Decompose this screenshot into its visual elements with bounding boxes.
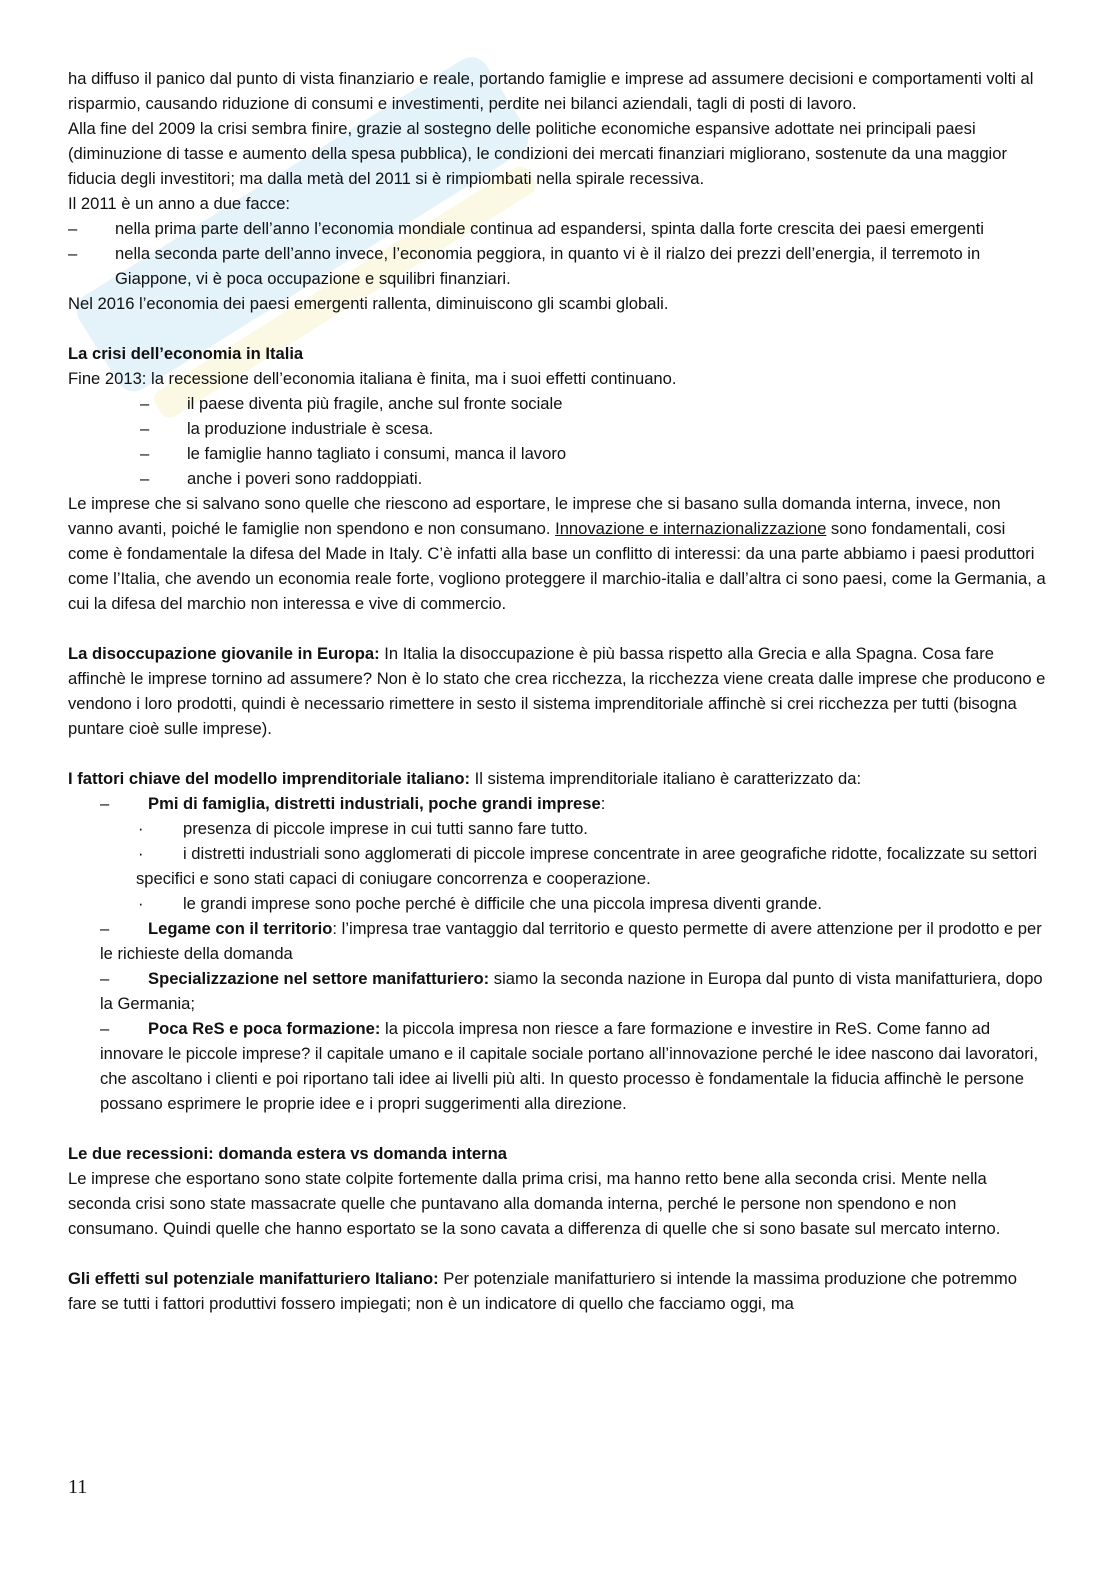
section-heading-potential: Gli effetti sul potenziale manifatturiero Italiano: <box>68 1269 439 1288</box>
list-item <box>68 241 1048 291</box>
paragraph-intro-3: Il 2011 è un anno a due facce: <box>68 194 291 213</box>
dash-marker: – <box>68 219 78 238</box>
list-item <box>68 216 1048 241</box>
paragraph-italy-body: Le imprese che si salvano sono quelle che riescono ad esportare, le imprese che si basano sulla domanda interna, invece, non vanno avanti, poiché le famiglie non spendono e non consumano. Innovazione e internazionalizzazione sono fondamentali, cosi come è fondamentale la difesa del Made in Italy. C’è infatti alla base un conflitto di interessi: da una parte abbiamo i paesi produttori come l’Italia, che avendo un economia reale forte, vogliono proteggere il marchio-italia e dall’altra ci sono paesi, come la Germania, a cui la difesa del marchio non interessa e vive di commercio. <box>68 494 1046 613</box>
section-heading-italy: La crisi dell’economia in Italia <box>68 344 304 363</box>
paragraph-recessions: Le imprese che esportano sono state colpite fortemente dalla prima crisi, ma hanno retto bene alla seconda crisi. Mente nella seconda crisi sono state massacrate quelle che puntavano alla domanda interna, perché le persone non spendono e non consumano. Quindi quelle che hanno esportato se la sono cavata a differenza di quelle che si sono basate sul mercato interno. <box>68 1169 1001 1238</box>
dash-marker: – <box>100 1019 110 1038</box>
list-item-text: la produzione industriale è scesa. <box>187 419 434 438</box>
paragraph-intro-1: ha diffuso il panico dal punto di vista finanziario e reale, portando famiglie e imprese ad assumere decisioni e comportamenti volti al risparmio, causando riduzione di consumi e investimenti, perdite nei bilanci aziendali, tagli di posti di lavoro. <box>68 69 1034 113</box>
list-item: – Legame con il territorio: l’impresa trae vantaggio dal territorio e questo permette di avere attenzione per il prodotto e per le richieste della domanda <box>100 916 1048 966</box>
list-item: – Pmi di famiglia, distretti industriali, poche grandi imprese: <box>100 791 1048 816</box>
factors-list-continued <box>100 916 1048 1116</box>
list-item: – Poca ReS e poca formazione: la piccola impresa non riesce a fare formazione e investire in ReS. Come fanno ad innovare le piccole imprese? il capitale umano e il capitale sociale portano all’innovazione perché le idee nascono dai lavoratori, che ascoltano i clienti e poi riportano tali idee ai livelli più alti. In questo processo è fondamentale la fiducia affinchè le persone possano esprimere le proprie idee e i propri suggerimenti alla direzione. <box>100 1016 1048 1116</box>
bullet-marker: · <box>138 819 144 838</box>
paragraph-potential: Gli effetti sul potenziale manifatturiero Italiano: Per potenziale manifatturiero si intende la massima produzione che potremmo fare se tutti i fattori produttivi fossero impiegati; non è un indicatore di quello che facciamo oggi, ma <box>68 1269 1017 1313</box>
list-item-text: le famiglie hanno tagliato i consumi, manca il lavoro <box>187 444 567 463</box>
sub-list-item: · le grandi imprese sono poche perché è difficile che una piccola impresa diventi grande. <box>136 891 1048 916</box>
dash-marker: – <box>140 444 150 463</box>
dash-marker: – <box>68 244 78 263</box>
section-heading-recessions: Le due recessioni: domanda estera vs domanda interna <box>68 1144 507 1163</box>
paragraph-2016: Nel 2016 l’economia dei paesi emergenti rallenta, diminuiscono gli scambi globali. <box>68 294 669 313</box>
italy-list <box>140 391 1048 491</box>
list-item <box>140 391 1048 416</box>
list-item <box>140 466 1048 491</box>
dash-marker: – <box>100 969 110 988</box>
list-item-text: anche i poveri sono raddoppiati. <box>187 469 423 488</box>
factors-list <box>100 791 1048 816</box>
bullet-marker: · <box>138 844 144 863</box>
list-item-text: il paese diventa più fragile, anche sul fronte sociale <box>187 394 563 413</box>
dash-marker: – <box>140 419 150 438</box>
bullet-marker: · <box>138 894 144 913</box>
dash-marker: – <box>140 469 150 488</box>
list-item-text: nella prima parte dell’anno l’economia mondiale continua ad espandersi, spinta dalla forte crescita dei paesi emergenti <box>115 219 984 238</box>
dash-marker: – <box>140 394 150 413</box>
paragraph-intro-2: Alla fine del 2009 la crisi sembra finire, grazie al sostegno delle politiche economiche espansive adottate nei principali paesi (diminuzione di tasse e aumento della spesa pubblica), le condizioni dei mercati finanziari migliorano, sostenute da una maggior fiducia degli investitori; ma dalla metà del 2011 si è rimpiombati nella spirale recessiva. <box>68 119 1007 188</box>
list-item: – Specializzazione nel settore manifatturiero: siamo la seconda nazione in Europa dal punto di vista manifatturiera, dopo la Germania; <box>100 966 1048 1016</box>
dash-marker: – <box>100 919 110 938</box>
list-item <box>140 416 1048 441</box>
list-item <box>140 441 1048 466</box>
paragraph-italy-lead: Fine 2013: la recessione dell’economia italiana è finita, ma i suoi effetti continuano. <box>68 369 677 388</box>
sub-list-item: · presenza di piccole imprese in cui tutti sanno fare tutto. <box>136 816 1048 841</box>
dash-marker: – <box>100 794 110 813</box>
page-content <box>68 66 1048 1316</box>
page-number: 11 <box>68 1476 88 1498</box>
list-item-text: nella seconda parte dell’anno invece, l’economia peggiora, in quanto vi è il rialzo dei prezzi dell’energia, il terremoto in Giappone, vi è poca occupazione e squilibri finanziari. <box>115 244 981 288</box>
sub-list-item: · i distretti industriali sono agglomerati di piccole imprese concentrate in aree geografiche ridotte, focalizzate su settori specifici e sono stati capaci di coniugare concorrenza e cooperazione. <box>136 841 1048 891</box>
paragraph-factors: I fattori chiave del modello imprenditoriale italiano: Il sistema imprenditoriale italiano è caratterizzato da: <box>68 769 862 788</box>
section-heading-youth: La disoccupazione giovanile in Europa: <box>68 644 380 663</box>
section-heading-factors: I fattori chiave del modello imprenditoriale italiano: <box>68 769 471 788</box>
underlined-phrase: Innovazione e internazionalizzazione <box>555 519 827 538</box>
paragraph-youth: La disoccupazione giovanile in Europa: In Italia la disoccupazione è più bassa rispetto alla Grecia e alla Spagna. Cosa fare affinchè le imprese tornino ad assumere? Non è lo stato che crea ricchezza, la ricchezza viene creata dalle imprese che producono e vendono i loro prodotti, quindi è necessario rimettere in sesto il sistema imprenditoriale affinchè si crei ricchezza per tutti (bisogna puntare cioè sulle imprese). <box>68 644 1046 738</box>
